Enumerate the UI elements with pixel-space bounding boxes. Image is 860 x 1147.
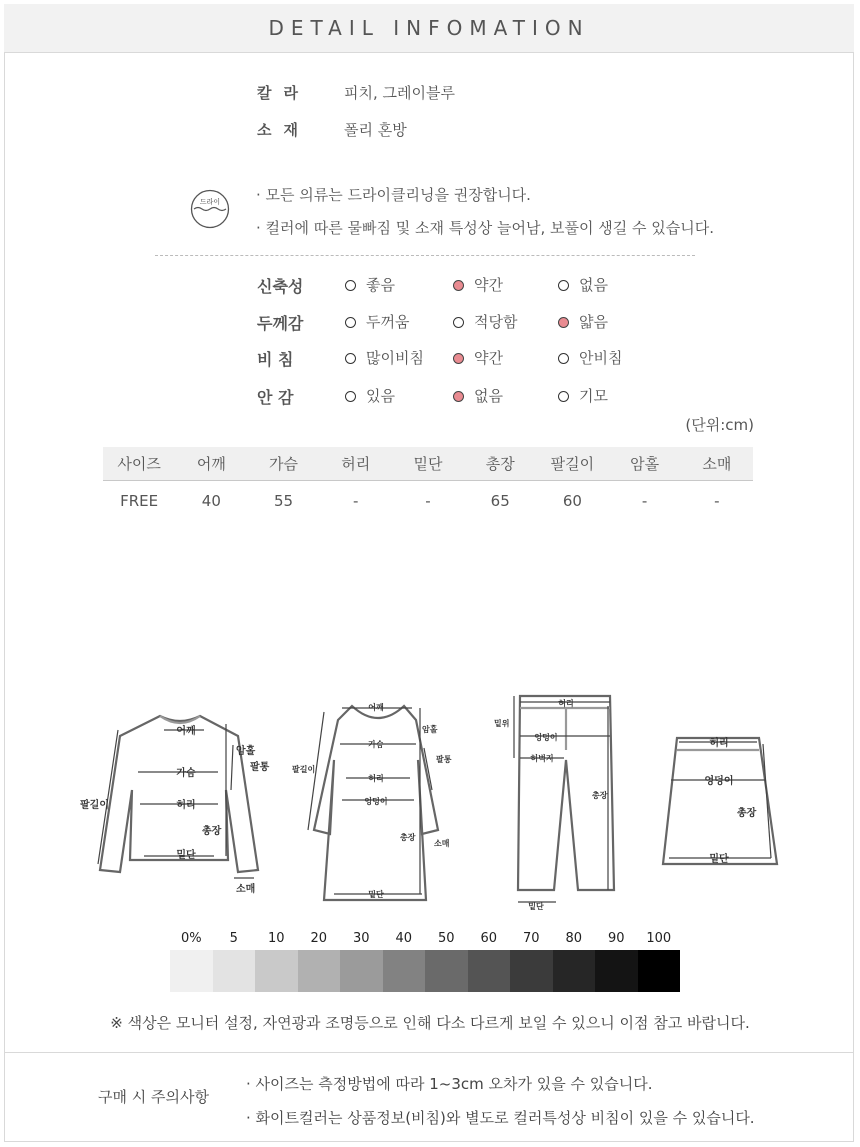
label-sleeve: 소매 bbox=[434, 839, 450, 848]
table-header-cell: 소매 bbox=[702, 455, 732, 473]
skirt-diagram bbox=[655, 728, 785, 876]
size-table-header bbox=[103, 447, 753, 481]
color-scale-label: 60 bbox=[480, 931, 498, 946]
empty-dot-icon bbox=[558, 391, 569, 402]
care-note: · 모든 의류는 드라이클리닝을 권장합니다. bbox=[256, 186, 531, 204]
color-scale-label: 100 bbox=[646, 931, 672, 946]
divider bbox=[155, 255, 695, 256]
table-header-cell: 어깨 bbox=[196, 455, 226, 473]
color-scale-swatch bbox=[213, 950, 256, 992]
color-scale-label: 10 bbox=[267, 931, 285, 946]
care-note: · 컬러에 따른 물빠짐 및 소재 특성상 늘어남, 보풀이 생길 수 있습니다. bbox=[256, 219, 714, 237]
color-scale-label: 70 bbox=[522, 931, 540, 946]
table-cell: - bbox=[353, 492, 359, 510]
dry-clean-icon-text: 드라이 bbox=[199, 198, 221, 206]
color-scale-label: 90 bbox=[607, 931, 625, 946]
table-cell: - bbox=[714, 492, 720, 510]
info-label: 칼라 bbox=[257, 84, 310, 102]
property-label: 두께감 bbox=[257, 314, 304, 333]
property-option bbox=[558, 347, 622, 368]
property-label: 신축성 bbox=[257, 277, 304, 296]
label-shoulder: 어깨 bbox=[368, 703, 384, 712]
label-length: 총장 bbox=[202, 826, 222, 837]
info-value: 폴리 혼방 bbox=[344, 121, 407, 139]
label-waist: 허리 bbox=[709, 738, 729, 749]
label-arm-length: 팔길이 bbox=[292, 765, 316, 774]
selected-dot-icon bbox=[453, 353, 464, 364]
color-scale-swatch bbox=[425, 950, 468, 992]
empty-dot-icon bbox=[345, 391, 356, 402]
page-title: DETAIL INFOMATION bbox=[4, 4, 854, 53]
empty-dot-icon bbox=[558, 353, 569, 364]
color-scale-swatch bbox=[553, 950, 596, 992]
empty-dot-icon bbox=[558, 280, 569, 291]
purchase-note: · 사이즈는 측정방법에 따라 1~3cm 오차가 있을 수 있습니다. bbox=[246, 1075, 653, 1093]
color-scale-label: 30 bbox=[352, 931, 370, 946]
color-scale-label: 50 bbox=[437, 931, 455, 946]
table-cell: - bbox=[425, 492, 431, 510]
label-sleeve-width: 팔통 bbox=[436, 755, 452, 764]
label-hip: 엉덩이 bbox=[534, 733, 558, 742]
property-option bbox=[453, 347, 503, 368]
label-hem: 밑단 bbox=[528, 902, 544, 911]
color-scale-swatch bbox=[468, 950, 511, 992]
size-table bbox=[103, 447, 753, 521]
table-header-cell: 밑단 bbox=[413, 455, 443, 473]
label-shoulder: 어깨 bbox=[176, 726, 196, 737]
top-diagram bbox=[78, 700, 278, 900]
color-scale-label: 20 bbox=[310, 931, 328, 946]
label-waist: 허리 bbox=[368, 774, 384, 783]
property-option-label: 기모 bbox=[579, 387, 608, 405]
table-cell: 40 bbox=[201, 492, 221, 510]
pants-diagram bbox=[490, 690, 630, 916]
label-hip: 엉덩이 bbox=[704, 776, 734, 787]
label-armhole: 암홀 bbox=[236, 746, 256, 757]
color-scale-swatch bbox=[340, 950, 383, 992]
color-scale-labels bbox=[170, 931, 680, 946]
color-notice: ※ 색상은 모니터 설정, 자연광과 조명등으로 인해 다소 다르게 보일 수 있으니 이점 참고 바랍니다. bbox=[110, 1014, 750, 1032]
label-length: 총장 bbox=[737, 808, 757, 819]
color-scale-label: 0% bbox=[180, 931, 202, 946]
property-option-label: 많이비침 bbox=[366, 349, 424, 367]
label-rise: 밑위 bbox=[494, 719, 510, 728]
color-scale-swatch bbox=[595, 950, 638, 992]
property-option bbox=[345, 385, 395, 406]
color-scale-swatch bbox=[510, 950, 553, 992]
selected-dot-icon bbox=[453, 280, 464, 291]
table-header-cell: 사이즈 bbox=[117, 455, 161, 473]
selected-dot-icon bbox=[558, 317, 569, 328]
property-option bbox=[453, 274, 503, 295]
color-scale-bar bbox=[170, 950, 680, 992]
property-label: 비 침 bbox=[257, 350, 294, 369]
property-option-label: 없음 bbox=[579, 276, 608, 294]
property-option bbox=[453, 385, 503, 406]
table-header-cell: 가슴 bbox=[269, 455, 299, 473]
empty-dot-icon bbox=[345, 280, 356, 291]
property-option bbox=[558, 311, 608, 332]
dress-diagram bbox=[288, 700, 468, 910]
label-waist: 허리 bbox=[176, 800, 196, 811]
label-length: 총장 bbox=[592, 791, 608, 800]
label-chest: 가슴 bbox=[176, 768, 196, 779]
color-scale-swatch bbox=[255, 950, 298, 992]
property-option bbox=[345, 274, 395, 295]
label-hem: 밑단 bbox=[709, 854, 729, 865]
property-option-label: 좋음 bbox=[366, 276, 395, 294]
empty-dot-icon bbox=[345, 353, 356, 364]
property-option-label: 두꺼움 bbox=[366, 313, 410, 331]
table-cell: 55 bbox=[274, 492, 294, 510]
label-hem: 밑단 bbox=[368, 890, 384, 899]
property-option bbox=[558, 274, 608, 295]
color-scale-label: 5 bbox=[229, 931, 238, 946]
table-header-cell: 암홀 bbox=[630, 455, 660, 473]
color-scale-label: 40 bbox=[395, 931, 413, 946]
color-scale-swatch bbox=[298, 950, 341, 992]
table-cell: - bbox=[641, 492, 648, 510]
color-scale-label: 80 bbox=[565, 931, 583, 946]
purchase-notice-title: 구매 시 주의사항 bbox=[98, 1088, 209, 1106]
table-header-cell: 총장 bbox=[485, 455, 515, 473]
unit-label: (단위:cm) bbox=[685, 416, 754, 434]
table-cell: 60 bbox=[562, 492, 582, 510]
property-option-label: 얇음 bbox=[579, 313, 608, 331]
property-option-label: 안비침 bbox=[579, 349, 623, 367]
color-scale-swatch bbox=[170, 950, 213, 992]
table-header-cell: 허리 bbox=[341, 455, 371, 473]
empty-dot-icon bbox=[345, 317, 356, 328]
label-thigh: 허벅지 bbox=[530, 754, 554, 763]
info-value: 피치, 그레이블루 bbox=[344, 84, 455, 102]
label-length: 총장 bbox=[400, 833, 416, 842]
dry-clean-icon bbox=[190, 189, 230, 229]
info-label: 소재 bbox=[257, 121, 310, 139]
property-option bbox=[558, 385, 608, 406]
label-hem: 밑단 bbox=[176, 850, 196, 861]
property-label: 안 감 bbox=[257, 388, 294, 407]
empty-dot-icon bbox=[453, 317, 464, 328]
property-option bbox=[453, 311, 517, 332]
property-option bbox=[345, 347, 424, 368]
table-cell: 65 bbox=[490, 492, 510, 510]
property-option-label: 약간 bbox=[474, 349, 503, 367]
label-hip: 엉덩이 bbox=[364, 797, 388, 806]
selected-dot-icon bbox=[453, 391, 464, 402]
label-arm-length: 팔길이 bbox=[80, 800, 109, 811]
label-armhole: 암홀 bbox=[422, 725, 438, 734]
color-scale-swatch bbox=[638, 950, 681, 992]
label-waist: 허리 bbox=[558, 699, 574, 708]
table-header-cell: 팔길이 bbox=[550, 455, 595, 473]
property-option-label: 있음 bbox=[366, 387, 395, 405]
purchase-note: · 화이트컬러는 상품정보(비침)와 별도로 컬러특성상 비침이 있을 수 있습니다. bbox=[246, 1109, 755, 1127]
property-option bbox=[345, 311, 409, 332]
table-cell: FREE bbox=[120, 492, 159, 510]
color-scale-swatch bbox=[383, 950, 426, 992]
table-row bbox=[103, 481, 753, 521]
property-option-label: 적당함 bbox=[474, 313, 518, 331]
label-sleeve-width: 팔통 bbox=[250, 762, 270, 773]
label-sleeve: 소매 bbox=[236, 884, 256, 895]
label-chest: 가슴 bbox=[368, 740, 384, 749]
property-option-label: 약간 bbox=[474, 276, 503, 294]
property-option-label: 없음 bbox=[474, 387, 503, 405]
